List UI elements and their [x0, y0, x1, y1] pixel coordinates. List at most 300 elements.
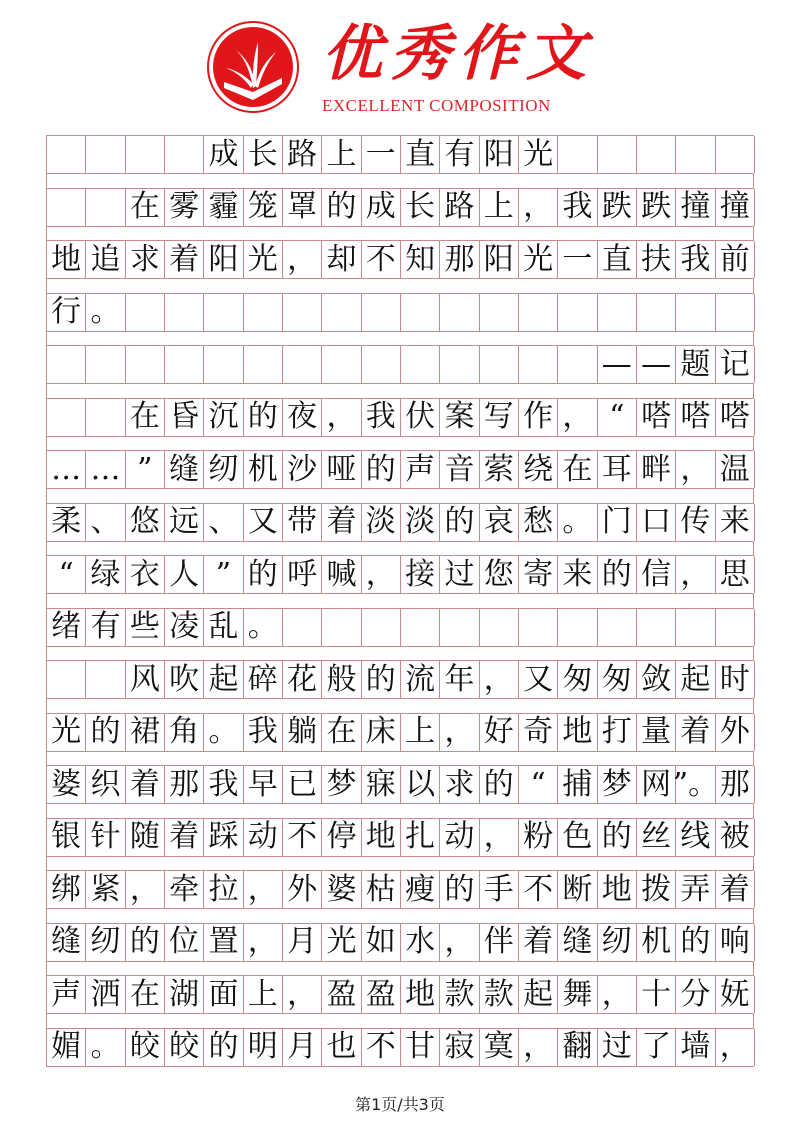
grid-cell [165, 136, 204, 173]
grid-cell: 直 [401, 136, 440, 173]
grid-cell: 机 [637, 924, 676, 961]
grid-cell: 有 [440, 136, 479, 173]
grid-cell: 前 [716, 241, 755, 278]
grid-cell: 拨 [637, 871, 676, 908]
grid-cell: 、 [86, 504, 125, 541]
grid-row [46, 975, 754, 1014]
grid-cell: 洒 [86, 976, 125, 1013]
grid-cell: 的 [322, 189, 361, 226]
grid-cell: 的 [480, 766, 519, 803]
grid-cell: 着 [126, 766, 165, 803]
grid-cell: 已 [283, 766, 322, 803]
page-header [0, 0, 800, 125]
grid-cell: 嗒 [716, 399, 755, 436]
grid-cell: 淡 [401, 504, 440, 541]
grid-cell: 网 [637, 766, 676, 803]
grid-cell: 纫 [204, 451, 243, 488]
grid-cell: 不 [283, 819, 322, 856]
grid-cell: 的 [86, 714, 125, 751]
grid-cell: 声 [47, 976, 86, 1013]
grid-cell: 在 [126, 399, 165, 436]
grid-cell: ， [322, 399, 361, 436]
grid-cell: ， [440, 714, 479, 751]
grid-cell [47, 661, 86, 698]
grid-cell: 我 [362, 399, 401, 436]
grid-cell: 哑 [322, 451, 361, 488]
grid-cell [283, 609, 322, 646]
grid-cell: 牵 [165, 871, 204, 908]
grid-cell: 年 [440, 661, 479, 698]
grid-cell: 接 [401, 556, 440, 593]
grid-cell: “ [598, 399, 637, 436]
grid-cell: 阳 [204, 241, 243, 278]
grid-cell: ， [126, 871, 165, 908]
grid-cell: 的 [126, 924, 165, 961]
grid-cell: 织 [86, 766, 125, 803]
grid-cell: “ [519, 766, 558, 803]
grid-cell: 外 [716, 714, 755, 751]
row-gap [46, 857, 754, 871]
grid-cell: 水 [401, 924, 440, 961]
grid-cell [401, 609, 440, 646]
grid-cell: 翻 [558, 1029, 597, 1066]
grid-cell: 着 [165, 819, 204, 856]
grid-cell: ， [440, 924, 479, 961]
grid-cell: 色 [558, 819, 597, 856]
grid-cell: 远 [165, 504, 204, 541]
grid-cell: 纫 [86, 924, 125, 961]
grid-row [46, 555, 754, 594]
grid-cell: 那 [165, 766, 204, 803]
grid-cell: 门 [598, 504, 637, 541]
grid-cell: 些 [126, 609, 165, 646]
grid-cell [519, 609, 558, 646]
grid-cell: 着 [716, 871, 755, 908]
grid-cell: 敛 [637, 661, 676, 698]
grid-cell: 如 [362, 924, 401, 961]
grid-cell [440, 294, 479, 331]
grid-cell: 地 [401, 976, 440, 1013]
grid-cell: 粉 [519, 819, 558, 856]
grid-cell: ， [598, 976, 637, 1013]
grid-cell: 拉 [204, 871, 243, 908]
grid-cell [283, 346, 322, 383]
grid-cell: ， [480, 819, 519, 856]
grid-cell: 哀 [480, 504, 519, 541]
grid-cell: 紧 [86, 871, 125, 908]
grid-cell: 月 [283, 924, 322, 961]
grid-cell: 音 [440, 451, 479, 488]
grid-cell: 寞 [480, 1029, 519, 1066]
grid-cell [716, 609, 755, 646]
grid-cell: ， [283, 976, 322, 1013]
grid-cell: 却 [322, 241, 361, 278]
grid-cell: 光 [47, 714, 86, 751]
grid-cell: 梦 [598, 766, 637, 803]
grid-cell: 温 [716, 451, 755, 488]
grid-row [46, 713, 754, 752]
grid-cell: 线 [676, 819, 715, 856]
grid-cell: 盈 [362, 976, 401, 1013]
grid-cell: 您 [480, 556, 519, 593]
grid-cell: 针 [86, 819, 125, 856]
grid-cell: 妩 [716, 976, 755, 1013]
grid-cell: 寂 [440, 1029, 479, 1066]
grid-cell: 悠 [126, 504, 165, 541]
grid-cell [283, 294, 322, 331]
grid-cell [244, 294, 283, 331]
grid-cell: 好 [480, 714, 519, 751]
grid-cell: 起 [519, 976, 558, 1013]
grid-cell: 跌 [598, 189, 637, 226]
grid-row [46, 818, 754, 857]
grid-cell: 动 [244, 819, 283, 856]
grid-cell: 地 [47, 241, 86, 278]
grid-cell: 行 [47, 294, 86, 331]
grid-cell: 婆 [322, 871, 361, 908]
grid-cell: 撞 [676, 189, 715, 226]
grid-cell [86, 346, 125, 383]
grid-cell [47, 189, 86, 226]
grid-cell: ， [480, 661, 519, 698]
grid-cell: 的 [204, 1029, 243, 1066]
row-gap [46, 174, 754, 188]
grid-cell: 寄 [519, 556, 558, 593]
grid-cell: 在 [558, 451, 597, 488]
grid-cell: 墙 [676, 1029, 715, 1066]
grid-cell [204, 346, 243, 383]
grid-cell [637, 136, 676, 173]
grid-cell: 。 [204, 714, 243, 751]
grid-cell: 喊 [322, 556, 361, 593]
grid-cell: 停 [322, 819, 361, 856]
grid-cell: 柔 [47, 504, 86, 541]
grid-cell: ， [283, 241, 322, 278]
grid-cell [558, 609, 597, 646]
grid-cell: 笼 [244, 189, 283, 226]
grid-cell [86, 189, 125, 226]
grid-cell [47, 136, 86, 173]
page-indicator: 第1页/共3页 [355, 1095, 445, 1114]
grid-cell [558, 136, 597, 173]
grid-cell: 面 [204, 976, 243, 1013]
grid-cell [598, 294, 637, 331]
grid-cell: 案 [440, 399, 479, 436]
grid-cell: 量 [637, 714, 676, 751]
grid-cell: 凌 [165, 609, 204, 646]
grid-cell: 长 [244, 136, 283, 173]
grid-cell: 呼 [283, 556, 322, 593]
grid-cell: 着 [165, 241, 204, 278]
grid-cell: 的 [362, 451, 401, 488]
grid-cell: 踩 [204, 819, 243, 856]
grid-cell: 款 [480, 976, 519, 1013]
grid-cell: 着 [322, 504, 361, 541]
grid-cell: 丝 [637, 819, 676, 856]
grid-cell [47, 399, 86, 436]
grid-cell: 。 [558, 504, 597, 541]
grid-cell: 断 [558, 871, 597, 908]
row-gap [46, 752, 754, 766]
grid-cell: 的 [440, 504, 479, 541]
grid-cell: 吹 [165, 661, 204, 698]
grid-cell: 嗒 [676, 399, 715, 436]
grid-cell: 动 [440, 819, 479, 856]
grid-cell: ， [519, 189, 558, 226]
grid-cell: 我 [244, 714, 283, 751]
grid-cell: 又 [519, 661, 558, 698]
grid-cell: 月 [283, 1029, 322, 1066]
grid-row [46, 660, 754, 699]
grid-cell: 扎 [401, 819, 440, 856]
grid-cell: 过 [598, 1029, 637, 1066]
grid-cell: 在 [322, 714, 361, 751]
grid-cell [322, 294, 361, 331]
grid-cell: 十 [637, 976, 676, 1013]
grid-cell: 沉 [204, 399, 243, 436]
row-gap [46, 962, 754, 976]
grid-cell: 机 [244, 451, 283, 488]
grid-cell: 的 [362, 661, 401, 698]
grid-cell: 乱 [204, 609, 243, 646]
grid-cell: 夜 [283, 399, 322, 436]
grid-cell: — [598, 346, 637, 383]
grid-cell: 声 [401, 451, 440, 488]
grid-cell: 皎 [126, 1029, 165, 1066]
grid-cell: ， [676, 451, 715, 488]
grid-row [46, 398, 754, 437]
grid-cell: 有 [86, 609, 125, 646]
grid-cell: 打 [598, 714, 637, 751]
grid-cell: 被 [716, 819, 755, 856]
grid-cell: 嗒 [637, 399, 676, 436]
grid-row [46, 450, 754, 489]
grid-cell: 伴 [480, 924, 519, 961]
grid-cell: 我 [676, 241, 715, 278]
grid-cell: 捕 [558, 766, 597, 803]
grid-cell: 传 [676, 504, 715, 541]
grid-cell: 角 [165, 714, 204, 751]
grid-cell [637, 609, 676, 646]
grid-cell: 记 [716, 346, 755, 383]
row-gap [46, 909, 754, 923]
grid-cell: 光 [244, 241, 283, 278]
grid-cell: … [47, 451, 86, 488]
grid-cell: 花 [283, 661, 322, 698]
grid-cell: 不 [362, 241, 401, 278]
grid-cell: 匆 [598, 661, 637, 698]
grid-cell: 光 [519, 241, 558, 278]
grid-cell [676, 609, 715, 646]
grid-cell: 我 [204, 766, 243, 803]
grid-cell [47, 346, 86, 383]
grid-cell [126, 136, 165, 173]
grid-cell: 了 [637, 1029, 676, 1066]
grid-cell: 在 [126, 976, 165, 1013]
grid-cell: 又 [244, 504, 283, 541]
grid-row [46, 503, 754, 542]
grid-cell: 碎 [244, 661, 283, 698]
grid-cell: ， [676, 556, 715, 593]
grid-row [46, 870, 754, 909]
grid-cell: 写 [480, 399, 519, 436]
grid-cell: 带 [283, 504, 322, 541]
grid-cell [362, 609, 401, 646]
grid-cell: 追 [86, 241, 125, 278]
grid-cell: 来 [716, 504, 755, 541]
grid-cell: 畔 [637, 451, 676, 488]
grid-cell [126, 294, 165, 331]
grid-cell: 地 [558, 714, 597, 751]
grid-cell: 愁 [519, 504, 558, 541]
grid-cell: 求 [440, 766, 479, 803]
brand-subtitle: EXCELLENT COMPOSITION [322, 96, 551, 115]
grid-row [46, 765, 754, 804]
grid-cell [480, 294, 519, 331]
row-gap [46, 437, 754, 451]
grid-cell: 思 [716, 556, 755, 593]
grid-cell: 那 [716, 766, 755, 803]
grid-cell: 般 [322, 661, 361, 698]
grid-cell [86, 661, 125, 698]
grid-cell: 一 [558, 241, 597, 278]
grid-cell [519, 294, 558, 331]
grid-cell: 霾 [204, 189, 243, 226]
grid-cell [244, 346, 283, 383]
grid-cell: 上 [244, 976, 283, 1013]
row-gap [46, 647, 754, 661]
grid-cell: 人 [165, 556, 204, 593]
grid-cell [716, 136, 755, 173]
grid-cell: 光 [519, 136, 558, 173]
grid-cell: 求 [126, 241, 165, 278]
grid-cell [86, 136, 125, 173]
grid-cell: 的 [244, 399, 283, 436]
grid-cell: 来 [558, 556, 597, 593]
row-gap [46, 1014, 754, 1028]
grid-cell: ， [716, 1029, 755, 1066]
grid-cell [165, 346, 204, 383]
row-gap [46, 227, 754, 241]
grid-cell: 。 [86, 294, 125, 331]
grid-cell: 瘦 [401, 871, 440, 908]
grid-cell: 上 [322, 136, 361, 173]
grid-row [46, 1028, 754, 1067]
grid-cell: 的 [598, 819, 637, 856]
grid-cell: 淡 [362, 504, 401, 541]
grid-cell: 成 [204, 136, 243, 173]
grid-cell: 分 [676, 976, 715, 1013]
book-sprout-logo-icon [206, 20, 300, 114]
grid-cell: 的 [598, 556, 637, 593]
grid-cell: 起 [204, 661, 243, 698]
grid-cell: 绪 [47, 609, 86, 646]
grid-cell [598, 609, 637, 646]
grid-cell: 那 [440, 241, 479, 278]
grid-cell: 也 [322, 1029, 361, 1066]
grid-cell: 床 [362, 714, 401, 751]
grid-cell: 长 [401, 189, 440, 226]
grid-cell: 。 [244, 609, 283, 646]
grid-cell: 跌 [637, 189, 676, 226]
grid-cell [480, 609, 519, 646]
row-gap [46, 594, 754, 608]
grid-cell: … [86, 451, 125, 488]
grid-cell: 伏 [401, 399, 440, 436]
grid-cell [519, 346, 558, 383]
grid-cell [598, 136, 637, 173]
grid-cell: 枯 [362, 871, 401, 908]
grid-row [46, 608, 754, 647]
grid-cell: 我 [558, 189, 597, 226]
grid-cell [480, 346, 519, 383]
grid-cell: 信 [637, 556, 676, 593]
grid-cell: 缝 [558, 924, 597, 961]
grid-cell: 地 [362, 819, 401, 856]
grid-cell [676, 294, 715, 331]
grid-cell: 撞 [716, 189, 755, 226]
grid-cell: 绿 [86, 556, 125, 593]
grid-cell [401, 346, 440, 383]
grid-cell: 上 [480, 189, 519, 226]
grid-cell: 湖 [165, 976, 204, 1013]
grid-cell: 寐 [362, 766, 401, 803]
grid-cell: 不 [362, 1029, 401, 1066]
row-gap [46, 804, 754, 818]
grid-cell: 耳 [598, 451, 637, 488]
grid-row [46, 135, 754, 174]
grid-cell: 知 [401, 241, 440, 278]
grid-cell: “ [47, 556, 86, 593]
grid-cell: 位 [165, 924, 204, 961]
grid-cell: 明 [244, 1029, 283, 1066]
grid-cell: 罩 [283, 189, 322, 226]
grid-cell [558, 294, 597, 331]
grid-cell: 婆 [47, 766, 86, 803]
grid-cell: 作 [519, 399, 558, 436]
grid-cell: 早 [244, 766, 283, 803]
grid-cell: 甘 [401, 1029, 440, 1066]
grid-cell [401, 294, 440, 331]
grid-cell: ” [126, 451, 165, 488]
grid-cell: ” [204, 556, 243, 593]
grid-cell: 路 [283, 136, 322, 173]
grid-cell [362, 346, 401, 383]
grid-cell: 萦 [480, 451, 519, 488]
grid-cell: 的 [676, 924, 715, 961]
grid-cell [558, 346, 597, 383]
grid-cell: 衣 [126, 556, 165, 593]
grid-cell: 题 [676, 346, 715, 383]
grid-cell: 不 [519, 871, 558, 908]
grid-cell: 躺 [283, 714, 322, 751]
grid-cell: 口 [637, 504, 676, 541]
grid-cell: 缝 [165, 451, 204, 488]
grid-cell [440, 609, 479, 646]
grid-cell [126, 346, 165, 383]
grid-cell [716, 294, 755, 331]
grid-cell: 舞 [558, 976, 597, 1013]
grid-cell: 着 [519, 924, 558, 961]
grid-cell: 手 [480, 871, 519, 908]
grid-row [46, 345, 754, 384]
grid-cell: 成 [362, 189, 401, 226]
grid-cell: 绑 [47, 871, 86, 908]
grid-cell: 雾 [165, 189, 204, 226]
grid-cell: 裙 [126, 714, 165, 751]
grid-cell [165, 294, 204, 331]
grid-cell: ， [519, 1029, 558, 1066]
